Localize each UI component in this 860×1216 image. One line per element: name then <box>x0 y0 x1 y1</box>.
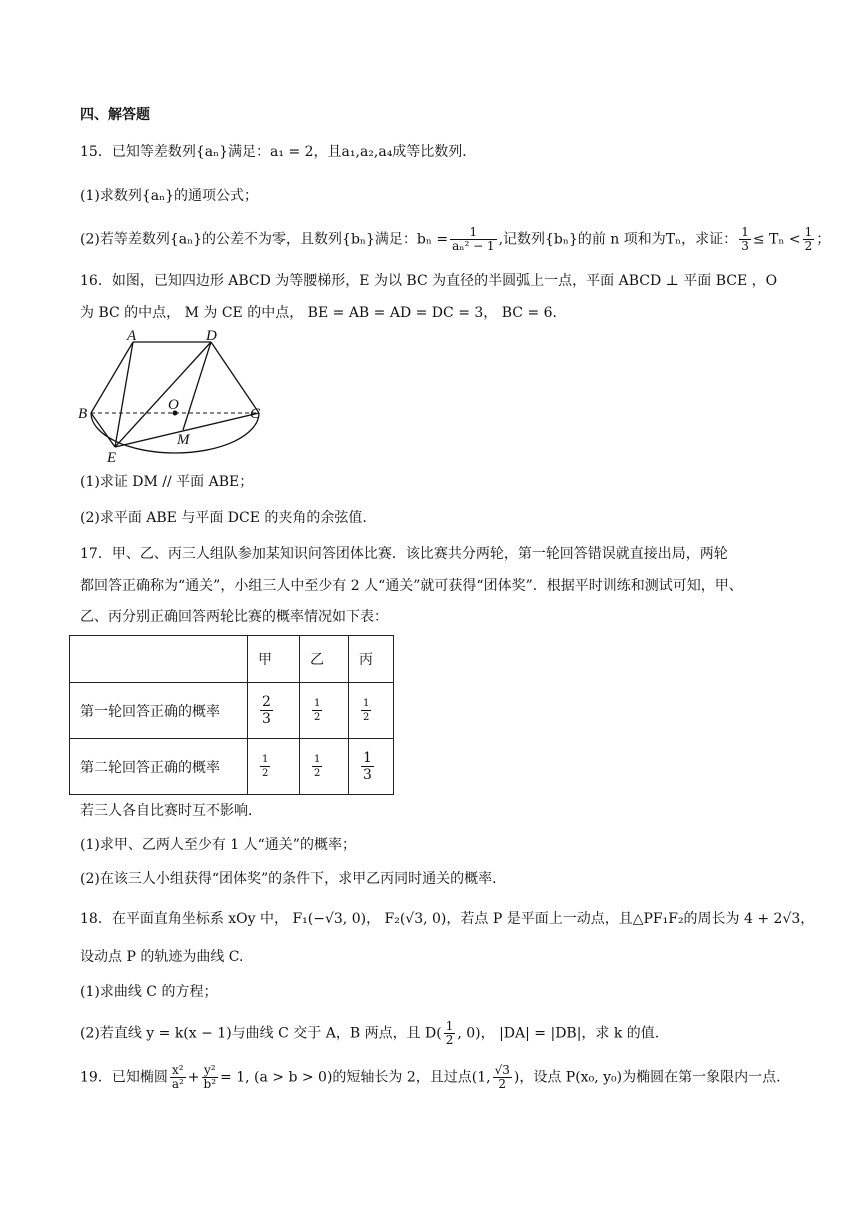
label-o: O <box>168 397 179 413</box>
q16-stem-line1: 16．如图，已知四边形 ABCD 为等腰梯形，E 为以 BC 为直径的半圆弧上一点，平面 ABCD ⊥ 平面 BCE ，O <box>80 273 778 289</box>
q17-note: 若三人各自比赛时互不影响． <box>80 803 262 819</box>
q15-part2-text-a: (2)若等差数列{aₙ}的公差不为零，且数列{bₙ}满足：bₙ = <box>80 231 449 248</box>
label-a: A <box>127 330 137 344</box>
q15-part2: (2)若等差数列{aₙ}的公差不为零，且数列{bₙ}满足：bₙ = $\frac{1}{\text{aₙ² − 1}}$ ,记数列{bₙ}的前 n 项和为Tₙ，求证： $\frac{1}{3}$ ≤ Tₙ < $\frac{1}{2}$ ； <box>80 225 831 253</box>
q19-stem: 19．已知椭圆 $\frac{\text{x²}}{\text{a²}}$ + $\frac{\text{y²}}{\text{b²}}$ = 1, (a > b > 0)的短轴长为 2，且过点(1, $\frac{√3}{2}$ )，设点 P(x₀, y₀)为椭圆在第一象限内一点. <box>80 1063 781 1091</box>
cell-yi: $\frac{1}{2}$ <box>300 739 349 795</box>
cell-jia: $\frac{1}{2}$ <box>248 739 300 795</box>
row-label: 第二轮回答正确的概率 <box>70 739 248 795</box>
q15-bound-lower: $\frac{1}{3}$ <box>741 225 749 253</box>
edge-ed <box>115 342 211 447</box>
cell-yi: $\frac{1}{2}$ <box>300 683 349 739</box>
q17-part1: (1)求甲、乙两人至少有 1 人“通关”的概率； <box>80 837 356 853</box>
q17-stem-line3: 乙、丙分别正确回答两轮比赛的概率情况如下表： <box>80 609 388 625</box>
q18-part1: (1)求曲线 C 的方程； <box>80 984 218 1000</box>
cell-jia: $\frac{2}{3}$ <box>248 683 300 739</box>
label-c: C <box>250 406 261 422</box>
q17-probability-table <box>69 635 394 795</box>
label-m: M <box>177 432 190 448</box>
table-header-empty <box>70 636 248 683</box>
q19-point-fraction: $\frac{√3}{2}$ <box>494 1063 510 1091</box>
q15-inequality: ≤ Tₙ < <box>752 231 801 248</box>
q19-y-fraction: $\frac{\text{y²}}{\text{b²}}$ <box>203 1063 217 1091</box>
q18-part2: (2)若直线 y = k(x − 1)与曲线 C 交于 A，B 两点，且 D( $\frac{1}{2}$ , 0)， |DA| = |DB|，求 k 的值. <box>80 1019 660 1047</box>
label-b: B <box>78 406 88 422</box>
q15-part1: (1)求数列{aₙ}的通项公式； <box>80 188 259 204</box>
cell-bing: $\frac{1}{3}$ <box>349 739 394 795</box>
cell-bing: $\frac{1}{2}$ <box>349 683 394 739</box>
q15-part2-text-b: ,记数列{bₙ}的前 n 项和为Tₙ，求证： <box>498 231 738 248</box>
q16-part1: (1)求证 DM // 平面 ABE； <box>80 474 254 490</box>
q19-x-fraction: $\frac{\text{x²}}{\text{a²}}$ <box>171 1063 184 1091</box>
q15-stem: 15．已知等差数列{aₙ}满足：a₁ = 2，且a₁,a₂,a₄成等比数列． <box>80 144 477 160</box>
table-row <box>70 683 394 739</box>
label-d: D <box>206 330 217 344</box>
q16-part2: (2)求平面 ABE 与平面 DCE 的夹角的余弦值. <box>80 510 367 526</box>
q18-stem-line2: 设动点 P 的轨迹为曲线 C. <box>80 949 244 965</box>
row-label: 第一轮回答正确的概率 <box>70 683 248 739</box>
q18-d-fraction: $\frac{1}{2}$ <box>445 1019 454 1047</box>
label-e: E <box>107 450 117 465</box>
edge-dc <box>211 342 259 413</box>
q18-stem-line1: 18．在平面直角坐标系 xOy 中， F₁(−√3, 0)， F₂(√3, 0)，若点 P 是平面上一动点，且△PF₁F₂的周长为 4 + 2√3， <box>80 911 815 927</box>
table-header-jia: 甲 <box>248 636 300 683</box>
table-row <box>70 739 394 795</box>
q16-stem-line2: 为 BC 的中点， M 为 CE 的中点， BE = AB = AD = DC = 3， BC = 6． <box>80 305 567 321</box>
q17-stem-line2: 都回答正确称为“通关”，小组三人中至少有 2 人“通关”就可获得“团体奖”．根据平时训练和测试可知，甲、 <box>80 578 743 594</box>
q15-bn-fraction: $\frac{1}{\text{aₙ² − 1}}$ <box>452 225 495 253</box>
table-header-yi: 乙 <box>300 636 349 683</box>
section-title: 四、解答题 <box>80 107 150 123</box>
segment-dm <box>183 342 211 430</box>
edge-eb <box>91 413 115 447</box>
q15-bound-upper: $\frac{1}{2}$ <box>804 225 813 253</box>
q16-geometry-figure <box>75 330 275 465</box>
q17-stem-line1: 17．甲、乙、丙三人组队参加某知识问答团体比赛．该比赛共分两轮，第一轮回答错误就直接出局，两轮 <box>80 546 728 562</box>
table-header-bing: 丙 <box>349 636 394 683</box>
q17-part2: (2)在该三人小组获得“团体奖”的条件下，求甲乙丙同时通关的概率． <box>80 871 507 887</box>
table-header-row <box>70 636 394 683</box>
